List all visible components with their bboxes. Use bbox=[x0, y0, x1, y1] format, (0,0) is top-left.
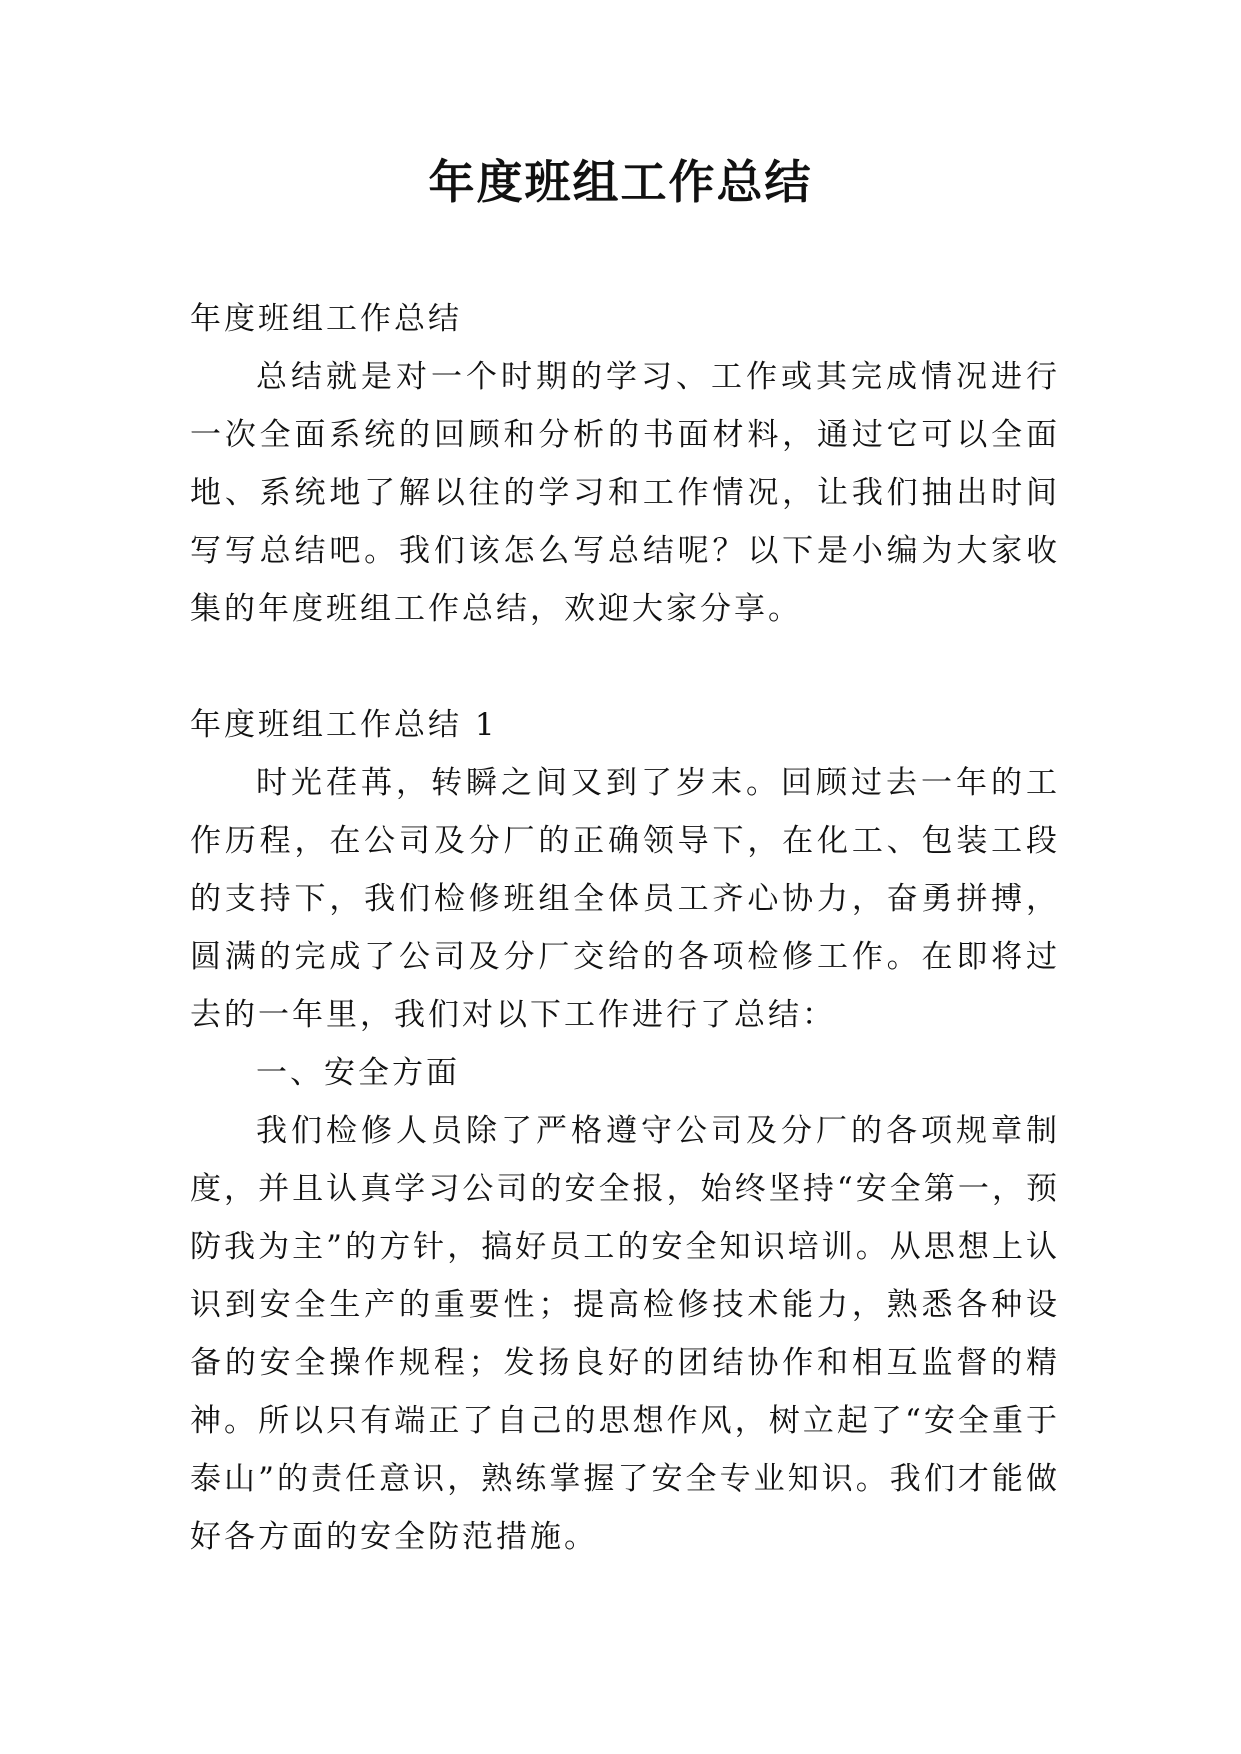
section-heading: 年度班组工作总结 1 bbox=[190, 707, 498, 743]
document-body bbox=[190, 290, 1060, 1566]
section-paragraph: 时光荏苒，转瞬之间又到了岁末。回顾过去一年的工作历程，在公司及分厂的正确领导下，在化工、包装工段的支持下，我们检修班组全体员工齐心协力，奋勇拼搏，圆满的完成了公司及分厂交给的各项检修工作。在即将过去的一年里，我们对以下工作进行了总结： bbox=[190, 765, 1060, 1033]
safety-paragraph: 我们检修人员除了严格遵守公司及分厂的各项规章制度，并且认真学习公司的安全报，始终坚持“安全第一，预防我为主”的方针，搞好员工的安全知识培训。从思想上认识到安全生产的重要性；提高检修技术能力，熟悉各种设备的安全操作规程；发扬良好的团结协作和相互监督的精神。所以只有端正了自己的思想作风，树立起了“安全重于泰山”的责任意识，熟练掌握了安全专业知识。我们才能做好各方面的安全防范措施。 bbox=[190, 1113, 1060, 1555]
safety-subheading: 一、安全方面 bbox=[256, 1055, 460, 1091]
intro-heading: 年度班组工作总结 bbox=[190, 301, 462, 337]
document-title: 年度班组工作总结 bbox=[428, 155, 813, 209]
intro-paragraph: 总结就是对一个时期的学习、工作或其完成情况进行一次全面系统的回顾和分析的书面材料，通过它可以全面地、系统地了解以往的学习和工作情况，让我们抽出时间写写总结吧。我们该怎么写总结呢？以下是小编为大家收集的年度班组工作总结，欢迎大家分享。 bbox=[190, 359, 1060, 627]
